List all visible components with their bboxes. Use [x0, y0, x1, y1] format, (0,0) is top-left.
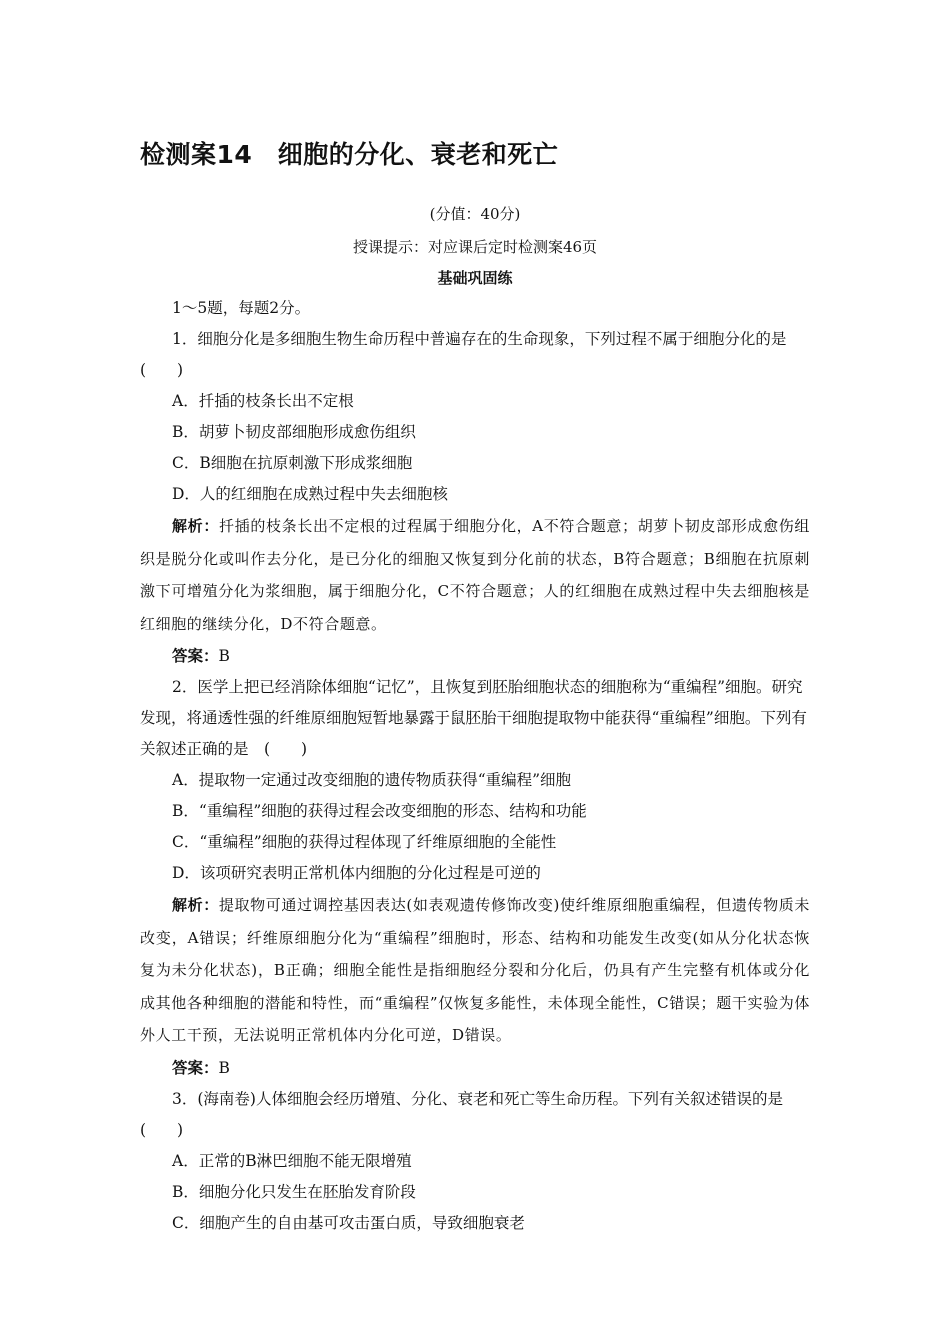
answer-value: B: [218, 647, 230, 665]
option-b: B．胡萝卜韧皮部细胞形成愈伤组织: [172, 423, 416, 441]
document-body: [140, 293, 810, 1239]
answer-label: 答案：: [172, 646, 219, 665]
analysis-label: 解析：: [172, 896, 219, 914]
answer-label: 答案：: [172, 1057, 219, 1077]
option-a: A．正常的B淋巴细胞不能无限增殖: [172, 1151, 412, 1170]
intro-line: 1～5题，每题2分。: [172, 299, 311, 317]
option-b: B．“重编程”细胞的获得过程会改变细胞的形态、结构和功能: [172, 802, 587, 820]
question-stem: 1．细胞分化是多细胞生物生命历程中普遍存在的生命现象，下列过程不属于细胞分化的是 ( ): [140, 330, 802, 379]
page-title: 检测案14 细胞的分化、衰老和死亡: [140, 140, 559, 169]
analysis: [140, 889, 810, 1052]
option-d: D．人的红细胞在成熟过程中失去细胞核: [172, 485, 448, 503]
hint-line: 授课提示：对应课后定时检测案46页: [352, 238, 598, 256]
question-2: [140, 672, 810, 1084]
question-3: [140, 1084, 810, 1239]
question-stem: 3．(海南卷)人体细胞会经历增殖、分化、衰老和死亡等生命历程。下列有关叙述错误的是 ( ): [140, 1089, 799, 1139]
analysis: [140, 510, 810, 640]
option-d: D．该项研究表明正常机体内细胞的分化过程是可逆的: [172, 864, 541, 882]
option-a: A．扦插的枝条长出不定根: [172, 392, 354, 410]
option-c: C．“重编程”细胞的获得过程体现了纤维原细胞的全能性: [172, 833, 557, 851]
analysis-text: 扦插的枝条长出不定根的过程属于细胞分化，A不符合题意；胡萝卜韧皮部形成愈伤组织是脱分化或叫作去分化，是已分化的细胞又恢复到分化前的状态，B符合题意；B细胞在抗原刺激下可增殖分化为浆细胞，属于细胞分化，C不符合题意；人的红细胞在成熟过程中失去细胞核是红细胞的继续分化，D不符合题意。: [140, 517, 810, 633]
answer-line: [140, 640, 810, 672]
option-c: C．细胞产生的自由基可攻击蛋白质，导致细胞衰老: [172, 1213, 525, 1232]
analysis-label: 解析：: [172, 517, 219, 535]
section-heading: 基础巩固练: [437, 269, 513, 287]
question-stem: 2．医学上把已经消除体细胞“记忆”，且恢复到胚胎细胞状态的细胞称为“重编程”细胞。研究发现，将通透性强的纤维原细胞短暂地暴露于鼠胚胎干细胞提取物中能获得“重编程”细胞。下列有关叙述正确的是 ( ): [140, 678, 807, 758]
question-1: [140, 324, 810, 672]
option-a: A．提取物一定通过改变细胞的遗传物质获得“重编程”细胞: [172, 771, 572, 789]
analysis-text: 提取物可通过调控基因表达(如表观遗传修饰改变)使纤维原细胞重编程，但遗传物质未改变，A错误；纤维原细胞分化为“重编程”细胞时，形态、结构和功能发生改变(如从分化状态恢复为未分化状态)，B正确；细胞全能性是指细胞经分裂和分化后，仍具有产生完整有机体或分化成其他各种细胞的潜能和特性，而“重编程”仅恢复多能性，未体现全能性，C错误；题干实验为体外人工干预，无法说明正常机体内分化可逆，D错误。: [140, 896, 810, 1044]
option-b: B．细胞分化只发生在胚胎发育阶段: [172, 1182, 416, 1201]
answer-line: [140, 1052, 810, 1084]
option-c: C．B细胞在抗原刺激下形成浆细胞: [172, 454, 413, 472]
answer-value: B: [218, 1058, 230, 1077]
score-line: (分值：40分): [429, 205, 521, 223]
